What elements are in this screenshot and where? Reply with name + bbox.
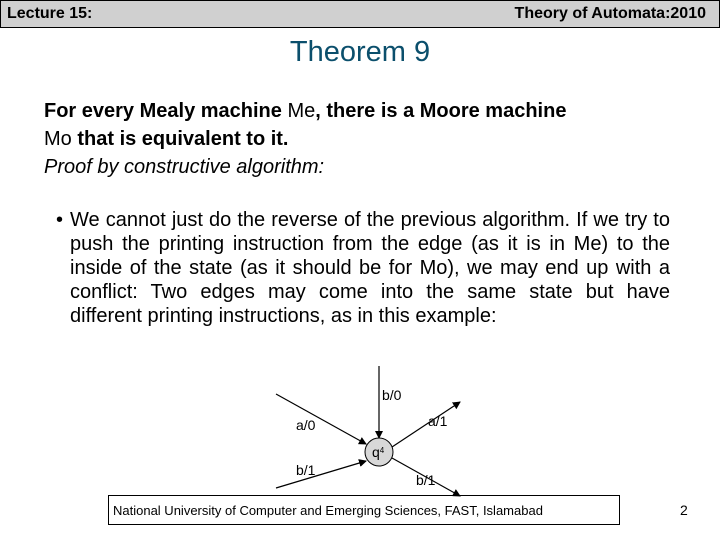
bullet-text: We cannot just do the reverse of the previous algorithm. If we try to push the printing instruction from the edge (as it is in Me) to the inside of the state (as it should be for Mo), we may end up with a conflict: Two edges may come into the same state but have different printing instructions, as in this example:	[70, 209, 670, 327]
edge-upper-left	[276, 394, 366, 444]
edge-label-top: b/0	[382, 387, 402, 403]
slide-header	[0, 0, 720, 28]
statement-line-1	[44, 97, 684, 125]
slide-footer	[108, 495, 620, 525]
statement-line-2	[44, 125, 684, 153]
edge-upper-right	[392, 402, 460, 447]
mealy-symbol: Me	[287, 100, 316, 122]
edge-label-lower-right: b/1	[416, 472, 436, 488]
slide-title: Theorem 9	[289, 36, 431, 68]
statement-text: , there is a Moore machine	[315, 100, 567, 122]
moore-symbol: Mo	[44, 128, 72, 150]
edge-label-upper-right: a/1	[428, 413, 448, 429]
edge-label-lower-left: b/1	[296, 462, 316, 478]
state-label: $q^4$	[372, 444, 385, 460]
edge-lower-left	[276, 461, 366, 488]
statement-text: that is equivalent to it.	[71, 128, 289, 150]
page-number: 2	[680, 502, 688, 518]
lecture-label: Lecture 15:	[7, 5, 93, 22]
proof-label: Proof by constructive algorithm:	[44, 156, 325, 178]
footer-institution: National University of Computer and Emerging Sciences, FAST, Islamabad	[113, 503, 543, 518]
course-label: Theory of Automata:2010	[514, 5, 706, 22]
statement-text: For every Mealy machine	[44, 100, 288, 122]
bullet-marker: •	[56, 209, 64, 231]
theorem-statement	[44, 97, 684, 181]
edge-label-upper-left: a/0	[296, 417, 316, 433]
